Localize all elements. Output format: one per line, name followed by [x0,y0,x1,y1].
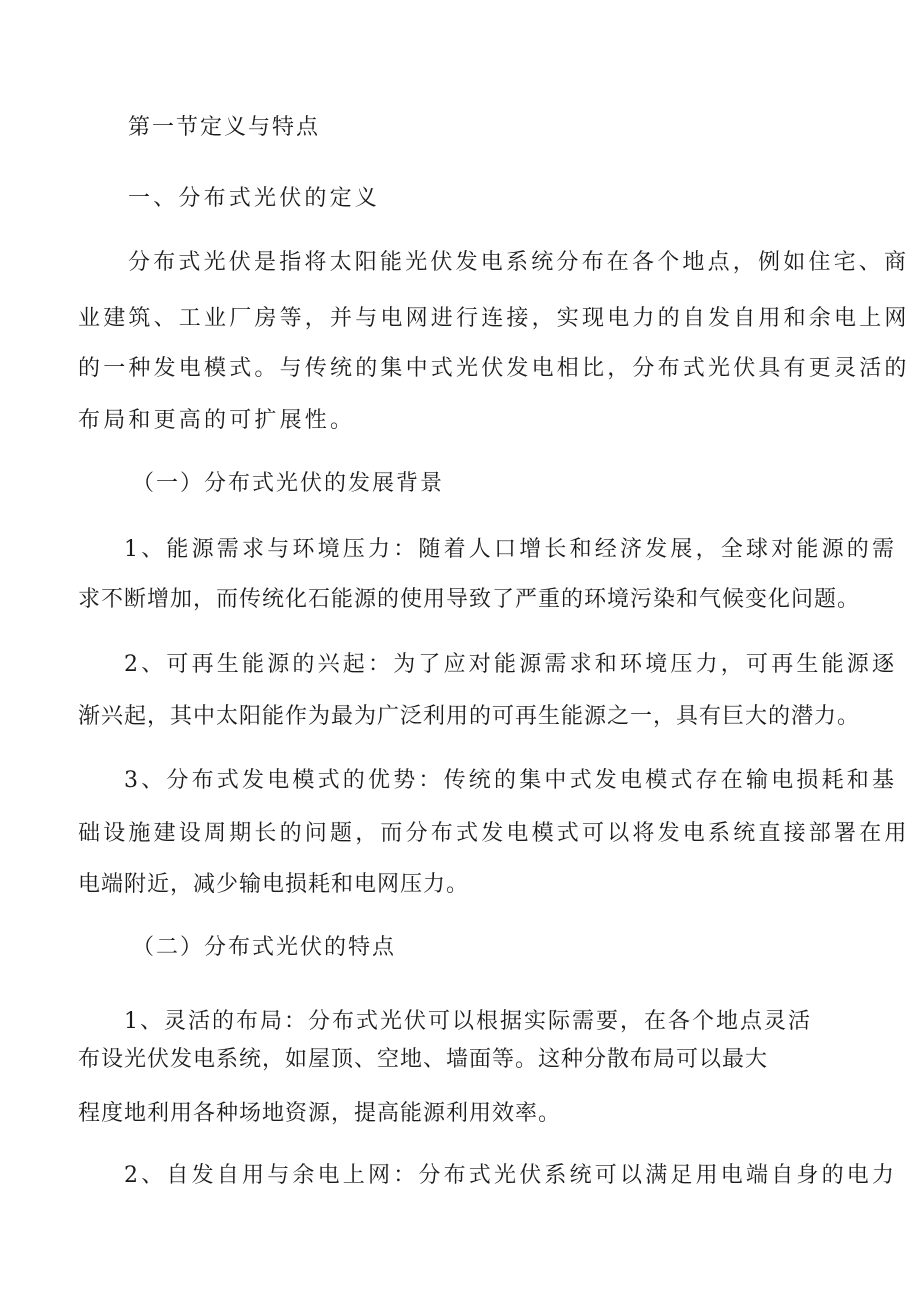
subheading-features: （二）分布式光伏的特点 [132,935,397,960]
section-title: 第一节定义与特点 [128,115,321,140]
background-item-3-line-1: 3、分布式发电模式的优势：传统的集中式发电模式存在输电损耗和基 [124,768,898,793]
feature-item-2-line-1: 2、自发自用与余电上网：分布式光伏系统可以满足用电端自身的电力 [124,1163,898,1188]
definition-line-4: 布局和更高的可扩展性。 [78,408,356,433]
feature-item-1-line-1: 1、灵活的布局：分布式光伏可以根据实际需要，在各个地点灵活 [124,1009,812,1034]
subheading-background: （一）分布式光伏的发展背景 [132,471,445,496]
background-item-3-line-3: 电端附近，减少输电损耗和电网压力。 [78,872,470,897]
background-item-1-line-1: 1、能源需求与环境压力：随着人口增长和经济发展，全球对能源的需 [124,537,898,562]
definition-line-1: 分布式光伏是指将太阳能光伏发电系统分布在各个地点，例如住宅、商 [128,250,910,275]
background-item-2-line-1: 2、可再生能源的兴起：为了应对能源需求和环境压力，可再生能源逐 [124,652,898,677]
feature-item-1-line-2: 布设光伏发电系统，如屋顶、空地、墙面等。这种分散布局可以最大 [78,1047,769,1072]
definition-line-2: 业建筑、工业厂房等，并与电网进行连接，实现电力的自发自用和余电上网 [78,306,910,331]
heading-definition: 一、分布式光伏的定义 [128,186,381,211]
background-item-1-line-2: 求不断增加，而传统化石能源的使用导致了严重的环境污染和气候变化问题。 [78,587,861,612]
background-item-2-line-2: 渐兴起，其中太阳能作为最为广泛利用的可再生能源之一，具有巨大的潜力。 [78,704,861,729]
background-item-3-line-2: 础设施建设周期长的问题，而分布式发电模式可以将发电系统直接部署在用 [78,821,910,846]
feature-item-1-line-3: 程度地利用各种场地资源，提高能源利用效率。 [78,1101,562,1126]
definition-line-3: 的一种发电模式。与传统的集中式光伏发电相比，分布式光伏具有更灵活的 [78,356,910,381]
